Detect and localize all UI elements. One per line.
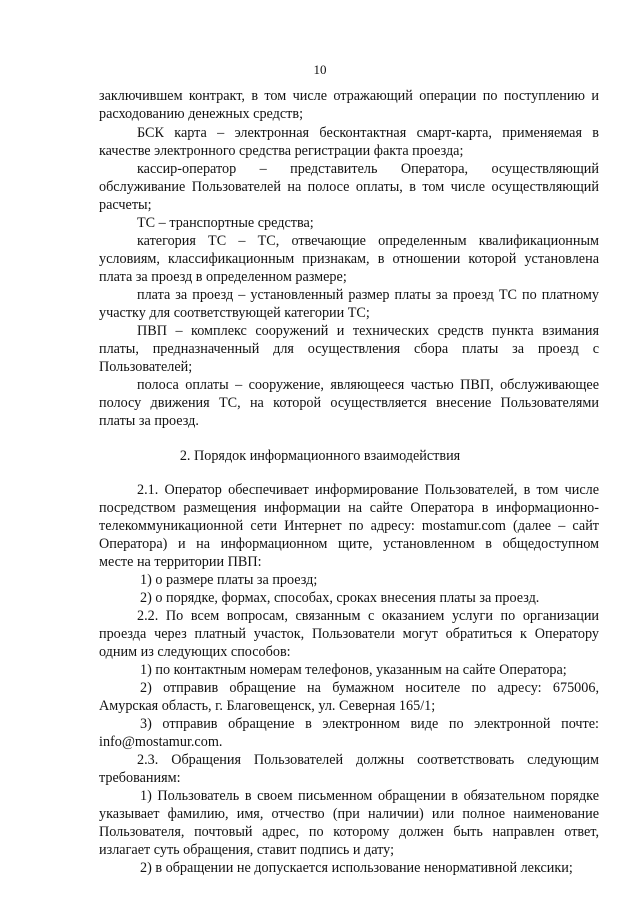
page-number: 10 (313, 62, 327, 77)
text-line: обслуживание Пользователей на полосе оплаты, в том числе осуществляющий (99, 179, 599, 195)
text-line: 1) по контактным номерам телефонов, указанным на сайте Оператора; (140, 662, 567, 678)
section-heading: 2. Порядок информационного взаимодействия (179, 448, 461, 464)
text-line: расходованию денежных средств; (99, 106, 304, 122)
text-line: платы, предназначенный для осуществления сбора платы за проезд с (99, 341, 599, 357)
text-line: качестве электронного средства регистрации факта проезда; (99, 143, 464, 159)
text-line: требованиям: (99, 770, 181, 786)
text-line: 2.3. Обращения Пользователей должны соответствовать следующим (137, 752, 599, 768)
text-line: посредством размещения информации на сайте Оператора в информационно- (99, 500, 599, 516)
text-line: Пользователя, почтовый адрес, по которому должен быть направлен ответ, (99, 824, 599, 840)
text-line: полосу движения ТС, на которой осуществляется внесение Пользователями (99, 395, 599, 411)
text-line: Амурская область, г. Благовещенск, ул. Северная 165/1; (99, 698, 436, 714)
text-line: 1) о размере платы за проезд; (140, 572, 318, 588)
text-line: 2.1. Оператор обеспечивает информирование Пользователей, в том числе (137, 482, 599, 498)
text-line: проезда через платный участок, Пользователи могут обратиться к Оператору (99, 626, 599, 642)
text-line: расчеты; (99, 197, 152, 213)
text-line: телекоммуникационной сети Интернет по адресу: mostamur.com (далее – сайт (99, 518, 599, 534)
text-line: Пользователей; (99, 359, 193, 375)
text-line: 2) о порядке, формах, способах, сроках внесения платы за проезд. (140, 590, 540, 606)
text-line: одним из следующих способов: (99, 644, 291, 660)
text-line: ПВП – комплекс сооружений и технических средств пункта взимания (137, 323, 599, 339)
text-line: 2) отправив обращение на бумажном носителе по адресу: 675006, (140, 680, 599, 696)
text-line: условиям, классификационным признакам, в отношении которой установлена (99, 251, 599, 267)
text-line: кассир-оператор – представитель Оператора, осуществляющий (137, 161, 599, 177)
text-line: 2) в обращении не допускается использование ненормативной лексики; (140, 860, 573, 876)
text-line: 2.2. По всем вопросам, связанным с оказанием услуги по организации (137, 608, 599, 624)
text-line: месте на территории ПВП: (99, 554, 262, 570)
text-line: излагает суть обращения, ставит подпись и дату; (99, 842, 395, 858)
text-line: плата за проезд – установленный размер платы за проезд ТС по платному (137, 287, 599, 303)
text-line: полоса оплаты – сооружение, являющееся частью ПВП, обслуживающее (137, 377, 599, 393)
text-line: Оператора) и на информационном щите, установленном в общедоступном (99, 536, 599, 552)
text-line: БСК карта – электронная бесконтактная смарт-карта, применяемая в (137, 125, 599, 141)
text-line: 1) Пользователь в своем письменном обращении в обязательном порядке (140, 788, 599, 804)
text-line: плата за проезд в определенном размере; (99, 269, 347, 285)
text-line: категория ТС – ТС, отвечающие определенным квалификационным (137, 233, 599, 249)
text-line: участку для соответствующей категории ТС; (99, 305, 370, 321)
text-line: info@mostamur.com. (99, 734, 223, 750)
text-line: заключившем контракт, в том числе отражающий операции по поступлению и (99, 88, 599, 104)
text-line: платы за проезд. (99, 413, 199, 429)
text-line: ТС – транспортные средства; (137, 215, 314, 231)
text-line: указывает фамилию, имя, отчество (при наличии) или полное наименование (99, 806, 599, 822)
text-line: 3) отправив обращение в электронном виде по электронной почте: (140, 716, 599, 732)
